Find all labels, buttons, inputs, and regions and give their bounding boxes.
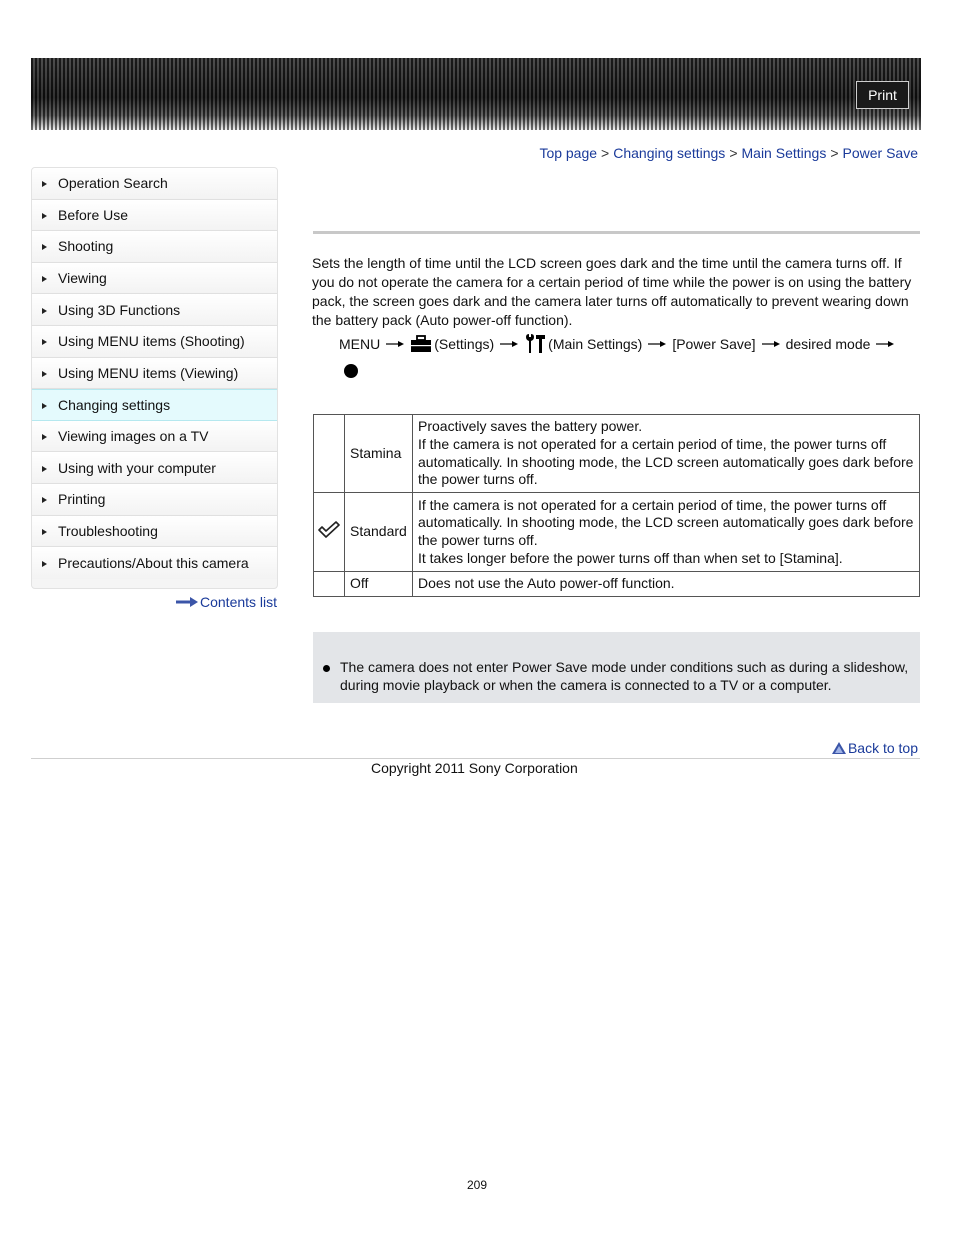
breadcrumb-changing-settings[interactable]: Changing settings bbox=[613, 145, 726, 161]
sidebar-item-shooting[interactable] bbox=[32, 231, 277, 263]
triangle-right-icon bbox=[42, 181, 47, 187]
arrow-right-icon bbox=[386, 340, 404, 348]
sidebar-item-computer[interactable] bbox=[32, 452, 277, 484]
sidebar-item-label: Viewing images on a TV bbox=[58, 428, 209, 445]
mode-description bbox=[413, 572, 920, 597]
breadcrumb-main-settings[interactable]: Main Settings bbox=[741, 145, 827, 161]
mode-name: Standard bbox=[345, 493, 413, 572]
arrow-right-icon bbox=[876, 340, 894, 348]
mode-table bbox=[313, 414, 920, 597]
copyright-text: Copyright 2011 Sony Corporation bbox=[371, 760, 578, 776]
mode-description-line: Does not use the Auto power-off function. bbox=[418, 575, 675, 592]
triangle-right-icon bbox=[42, 403, 47, 409]
sidebar-item-precautions[interactable] bbox=[32, 547, 277, 579]
title-divider bbox=[313, 231, 920, 234]
breadcrumb-separator: > bbox=[830, 145, 839, 161]
sidebar-item-label: Using MENU items (Shooting) bbox=[58, 333, 245, 350]
triangle-right-icon bbox=[42, 244, 47, 250]
mode-description bbox=[413, 493, 920, 572]
breadcrumb-power-save[interactable]: Power Save bbox=[842, 145, 918, 161]
sidebar-item-menu-viewing[interactable] bbox=[32, 358, 277, 390]
mode-description-line: If the camera is not operated for a certain period of time, the power turns off automatically. In shooting mode, the LCD screen automatically goes dark before the power turns off. bbox=[418, 496, 914, 548]
power-save-label: [Power Save] bbox=[672, 336, 756, 352]
breadcrumb bbox=[539, 145, 918, 161]
mode-description-line: It takes longer before the power turns off than when set to [Stamina]. bbox=[418, 549, 843, 566]
arrow-right-icon bbox=[176, 597, 198, 607]
triangle-right-icon bbox=[42, 371, 47, 377]
breadcrumb-separator: > bbox=[601, 145, 610, 161]
sidebar-item-label: Troubleshooting bbox=[58, 522, 158, 539]
triangle-right-icon bbox=[42, 434, 47, 440]
sidebar-item-label: Viewing bbox=[58, 270, 107, 287]
breadcrumb-separator: > bbox=[729, 145, 738, 161]
mode-description-line: If the camera is not operated for a certain period of time, the power turns off automatically. In shooting mode, the LCD screen automatically goes dark before the power turns off. bbox=[418, 435, 914, 488]
arrow-right-icon bbox=[762, 340, 780, 348]
bullet-icon bbox=[323, 665, 330, 672]
sidebar-item-3d-functions[interactable] bbox=[32, 294, 277, 326]
table-row bbox=[314, 493, 920, 572]
triangle-right-icon bbox=[42, 276, 47, 282]
sidebar-item-label: Before Use bbox=[58, 206, 129, 223]
sidebar-item-viewing-tv[interactable] bbox=[32, 421, 277, 453]
sidebar-item-label: Operation Search bbox=[58, 175, 168, 192]
mode-description bbox=[413, 415, 920, 493]
sidebar-item-label: Using MENU items (Viewing) bbox=[58, 364, 239, 381]
sidebar-item-before-use[interactable] bbox=[32, 200, 277, 232]
sidebar-item-label: Changing settings bbox=[58, 396, 171, 413]
menu-label: MENU bbox=[339, 336, 381, 352]
note-box bbox=[313, 632, 920, 703]
wrench-hammer-icon bbox=[524, 334, 546, 354]
table-row bbox=[314, 572, 920, 597]
mode-description-line: Proactively saves the battery power. bbox=[418, 418, 643, 435]
header-bar bbox=[31, 58, 921, 130]
mode-name: Stamina bbox=[345, 415, 413, 493]
triangle-right-icon bbox=[42, 529, 47, 535]
sidebar-item-label: Precautions/About this camera bbox=[58, 554, 249, 571]
triangle-right-icon bbox=[42, 339, 47, 345]
triangle-right-icon bbox=[42, 466, 47, 472]
print-button[interactable]: Print bbox=[856, 81, 909, 109]
back-to-top-label: Back to top bbox=[847, 740, 918, 756]
mode-icon-cell bbox=[314, 415, 345, 493]
arrow-right-icon bbox=[500, 340, 518, 348]
mode-icon-cell bbox=[314, 572, 345, 597]
contents-list-label: Contents list bbox=[200, 594, 278, 610]
toolbox-icon bbox=[410, 335, 432, 353]
description-text: Sets the length of time until the LCD screen goes dark and the time until the camera turns off. If you do not operate the camera for a certain period of time while the power is on using the battery pack, the screen goes dark and the camera later turns off automatically to prevent wearing down the battery pack (Auto power-off function). bbox=[312, 255, 912, 328]
checkmark-icon bbox=[318, 521, 340, 539]
sidebar-item-label: Shooting bbox=[58, 238, 114, 255]
mode-icon-cell bbox=[314, 493, 345, 572]
page-number: 209 bbox=[466, 1178, 488, 1192]
sidebar-item-viewing[interactable] bbox=[32, 263, 277, 295]
settings-label: (Settings) bbox=[434, 336, 495, 352]
menu-path bbox=[339, 334, 919, 354]
sidebar-item-troubleshooting[interactable] bbox=[32, 516, 277, 548]
main-settings-label: (Main Settings) bbox=[548, 336, 643, 352]
enter-button-icon bbox=[344, 364, 358, 378]
desired-mode-label: desired mode bbox=[785, 336, 871, 352]
table-row bbox=[314, 415, 920, 493]
triangle-right-icon bbox=[42, 213, 47, 219]
sidebar-item-printing[interactable] bbox=[32, 484, 277, 516]
contents-list-link[interactable] bbox=[176, 594, 277, 610]
triangle-right-icon bbox=[42, 308, 47, 314]
note-text: The camera does not enter Power Save mode under conditions such as during a slideshow, during movie playback or when the camera is connected to a TV or a computer. bbox=[340, 659, 909, 693]
mode-name: Off bbox=[345, 572, 413, 597]
sidebar-nav bbox=[31, 167, 278, 589]
footer-divider bbox=[31, 758, 920, 759]
sidebar-item-label: Using with your computer bbox=[58, 459, 216, 476]
sidebar-item-label: Using 3D Functions bbox=[58, 301, 181, 318]
triangle-right-icon bbox=[42, 561, 47, 567]
sidebar-item-changing-settings[interactable] bbox=[32, 389, 277, 421]
sidebar-item-menu-shooting[interactable] bbox=[32, 326, 277, 358]
triangle-up-icon bbox=[832, 742, 846, 754]
breadcrumb-top-page[interactable]: Top page bbox=[539, 145, 598, 161]
arrow-right-icon bbox=[648, 340, 666, 348]
back-to-top-link[interactable] bbox=[832, 740, 918, 756]
triangle-right-icon bbox=[42, 497, 47, 503]
sidebar-item-label: Printing bbox=[58, 491, 106, 508]
sidebar-item-operation-search[interactable] bbox=[32, 168, 277, 200]
